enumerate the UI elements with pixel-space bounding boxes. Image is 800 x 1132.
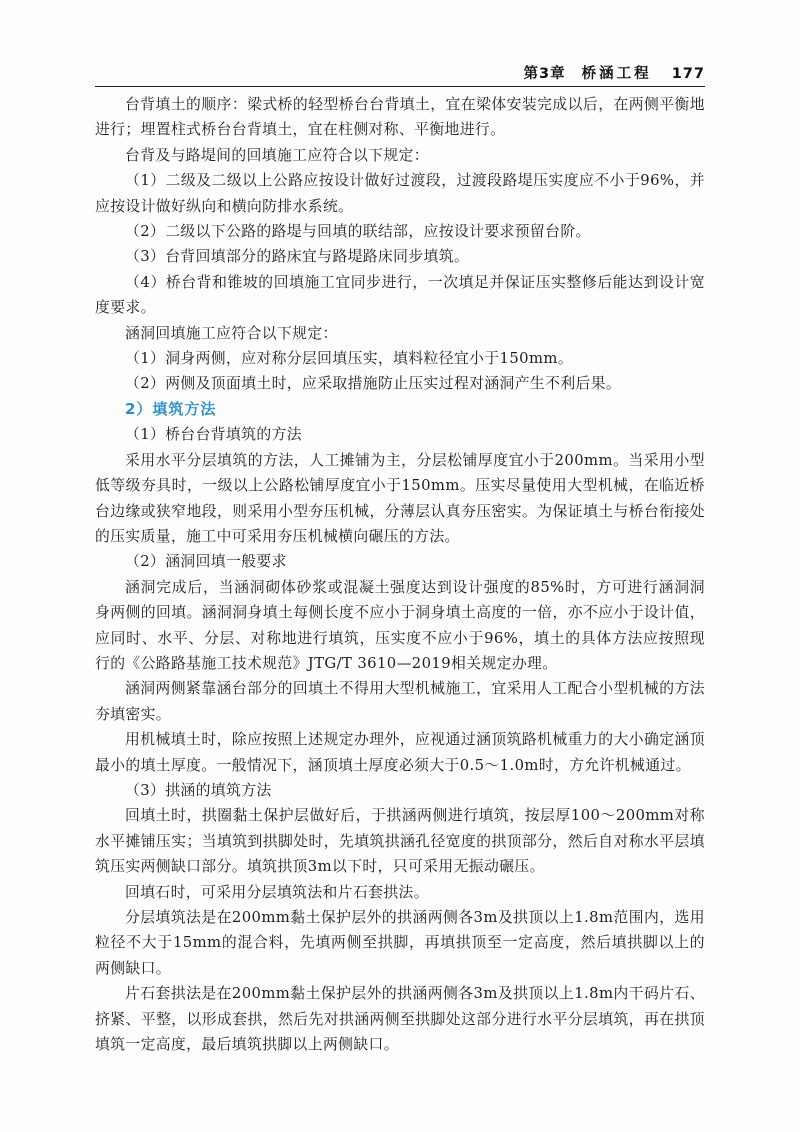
paragraph-abutment-backfill-rules-intro: 台背及与路堤间的回填施工应符合以下规定： (125, 146, 429, 164)
paragraph-layered-filling: 分层填筑法是在200mm黏土保护层外的拱涵两侧各3m及拱顶以上1.8m范围内，选用粒径不大于15mm的混合料，先填两侧至拱脚，再填拱顶至一定高度，然后填拱脚以上的两侧缺口。 (95, 909, 705, 977)
list-item-abutment-rule-3: （3）台背回填部分的路床宜与路堤路床同步填筑。 (125, 248, 470, 266)
subheading-abutment-filling: （1）桥台台背填筑的方法 (125, 426, 302, 444)
paragraph-culvert-backfill-general: 涵洞完成后，当涵洞砌体砂浆或混凝土强度达到设计强度的85%时，方可进行涵洞洞身两侧的回填。涵洞洞身填土每侧长度不应小于洞身填土高度的一倍，亦不应小于设计值，应同时、水平、分层、对称地进行填筑，压实度不应小于96%，填土的具体方法应按照现行的《公路路基施工技术规范》JTG/T 3610—2019相关规定办理。 (95, 578, 705, 672)
section-heading-filling-methods: 2）填筑方法 (125, 399, 217, 418)
subheading-culvert-backfill: （2）涵洞回填一般要求 (125, 553, 287, 571)
paragraph-culvert-side-backfill: 涵洞两侧紧靠涵台部分的回填土不得用大型机械施工，宜采用人工配合小型机械的方法夯填密实。 (95, 680, 705, 723)
list-item-abutment-rule-1: （1）二级及二级以上公路应按设计做好过渡段，过渡段路堤压实度应不小于96%，并应按设计做好纵向和横向防排水系统。 (95, 172, 705, 215)
list-item-culvert-rule-1: （1）洞身两侧，应对称分层回填压实，填料粒径宜小于150mm。 (125, 350, 574, 368)
paragraph-abutment-filling-method: 采用水平分层填筑的方法，人工摊铺为主，分层松铺厚度宜小于200mm。当采用小型低等级夯具时，一级以上公路松铺厚度宜小于150mm。压实尽量使用大型机械，在临近桥台边缘或狭窄地段，则采用小型夯压机械，分薄层认真夯压密实。为保证填土与桥台衔接处的压实质量，施工中可采用夯压机械横向碾压的方法。 (95, 451, 705, 545)
list-item-abutment-rule-2: （2）二级以下公路的路堤与回填的联结部，应按设计要求预留台阶。 (125, 223, 591, 241)
page-body (95, 92, 705, 1057)
paragraph-soil-backfill: 回填土时，拱圈黏土保护层做好后，于拱涵两侧进行填筑，按层厚100～200mm对称水平摊铺压实；当填筑到拱脚处时，先填筑拱涵孔径宽度的拱顶部分，然后自对称水平层填筑压实两侧缺口部分。填筑拱顶3m以下时，只可采用无振动碾压。 (95, 807, 705, 876)
paragraph-culvert-rules-intro: 涵洞回填施工应符合以下规定： (125, 324, 338, 342)
page-number: 177 (671, 66, 705, 82)
paragraph-rubble-arch-method: 片石套拱法是在200mm黏土保护层外的拱涵两侧各3m及拱顶以上1.8m内干码片石、挤紧、平整，以形成套拱，然后先对拱涵两侧至拱脚处这部分进行水平分层填筑，再在拱顶填筑一定高度，最后填筑拱脚以上两侧缺口。 (95, 985, 705, 1054)
paragraph-stone-backfill: 回填石时，可采用分层填筑法和片石套拱法。 (125, 883, 429, 901)
chapter-label: 第3章 (523, 66, 566, 82)
paragraph-abutment-backfill-order: 台背填土的顺序：梁式桥的轻型桥台台背填土，宜在梁体安装完成以后，在两侧平衡地进行；埋置柱式桥台台背填土，宜在柱侧对称、平衡地进行。 (95, 96, 705, 139)
running-header (95, 56, 705, 87)
list-item-culvert-rule-2: （2）两侧及顶面填土时，应采取措施防止压实过程对涵洞产生不利后果。 (125, 375, 622, 393)
subheading-arch-culvert-filling: （3）拱涵的填筑方法 (125, 781, 272, 799)
paragraph-machine-filling: 用机械填土时，除应按照上述规定办理外，应视通过涵顶筑路机械重力的大小确定涵顶最小的填土厚度。一般情况下，涵顶填土厚度必须大于0.5～1.0m时，方允许机械通过。 (95, 731, 705, 774)
chapter-title: 桥涵工程 (581, 66, 652, 82)
list-item-abutment-rule-4: （4）桥台背和锥坡的回填施工宜同步进行，一次填足并保证压实整修后能达到设计宽度要求。 (95, 273, 705, 317)
header-text (524, 62, 706, 83)
